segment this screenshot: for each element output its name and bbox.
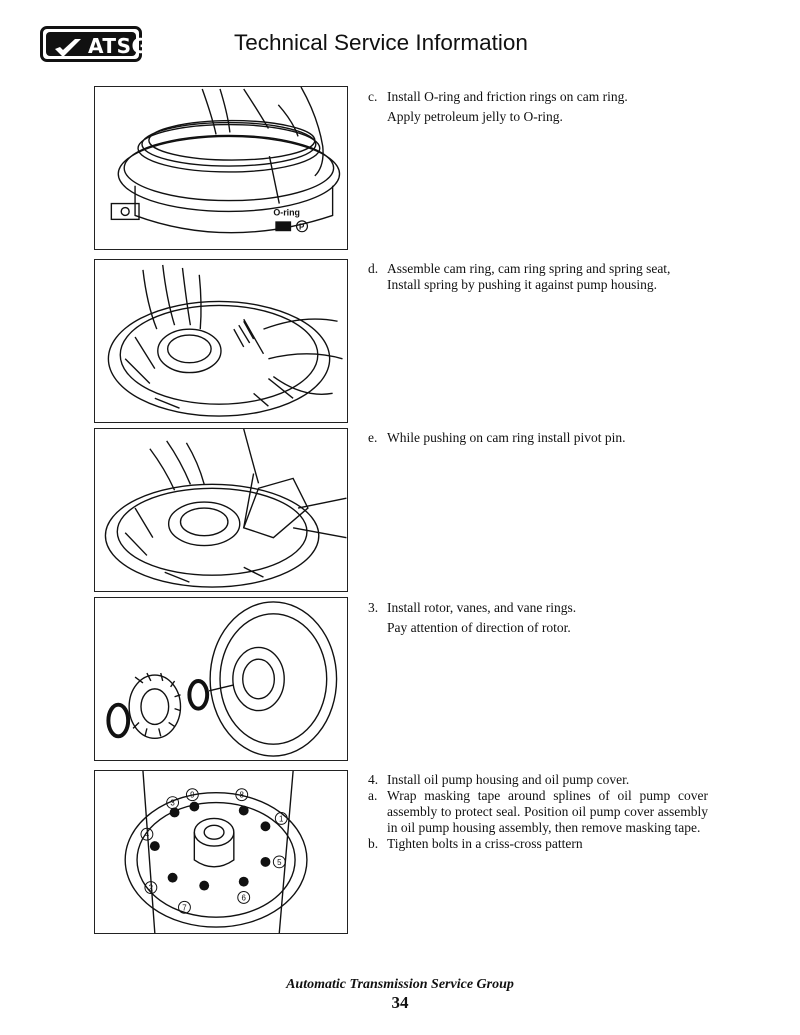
step-4: [368, 772, 708, 852]
bolt-number: 7: [182, 903, 187, 913]
figure-cam-ring-spring: [94, 259, 348, 423]
cam-ring-spring-illustration: [95, 260, 347, 422]
page-number: 34: [391, 993, 409, 1012]
step-c-line-2: Apply petroleum jelly to O-ring.: [387, 109, 563, 124]
jelly-symbol-icon: [275, 221, 291, 231]
bolt-number: 5: [277, 857, 282, 867]
atsg-logo: [40, 26, 149, 62]
logo-text: ATSG: [88, 34, 149, 58]
rotor-vanes-illustration: [95, 598, 347, 760]
bolt-number: 8: [239, 790, 244, 800]
step-c-marker: c.: [368, 89, 378, 104]
step-d-line-2: Install spring by pushing it against pump housing.: [387, 277, 657, 292]
petroleum-symbol: P: [299, 222, 305, 232]
bolt-number: 6: [241, 893, 246, 903]
o-ring-illustration: [95, 87, 347, 249]
step-3: [368, 600, 708, 636]
step-3-marker: 3.: [368, 600, 379, 615]
figure-pump-cover-bolts: [94, 770, 348, 934]
step-3-line-1: Install rotor, vanes, and vane rings.: [387, 600, 577, 615]
o-ring-label: O-ring: [273, 207, 300, 218]
step-4a-marker: a.: [368, 788, 378, 803]
step-d: [368, 261, 708, 293]
step-d-line-1: Assemble cam ring, cam ring spring and spring seat,: [387, 261, 671, 276]
step-4-text: Install oil pump housing and oil pump cover.: [387, 772, 630, 787]
bolt-number: 4: [144, 830, 150, 840]
step-4-marker: 4.: [368, 772, 379, 787]
step-4b-marker: b.: [368, 836, 379, 851]
pivot-pin-illustration: [95, 429, 347, 591]
step-c: [368, 89, 708, 125]
step-3-line-2: Pay attention of direction of rotor.: [387, 620, 571, 635]
bolt-number: 3: [170, 798, 175, 808]
logo-background: [46, 32, 149, 58]
step-d-marker: d.: [368, 261, 379, 276]
step-e-marker: e.: [368, 430, 378, 445]
step-4b-text: Tighten bolts in a criss-cross pattern: [387, 836, 583, 851]
figure-rotor-vanes: [94, 597, 348, 761]
footer-company: Automatic Transmission Service Group: [286, 977, 514, 992]
step-4a-text: Wrap masking tape around splines of oil pump cover assembly to protect seal. Position oil pump cover assembly in oil pump housing assembly, then remove masking tape.: [387, 788, 708, 835]
step-e-line-1: While pushing on cam ring install pivot pin.: [387, 430, 626, 445]
bolt-number: 1: [279, 814, 284, 824]
logo-checkmark-icon: [53, 37, 83, 59]
figure-o-ring-install: [94, 86, 348, 250]
figure-pivot-pin: [94, 428, 348, 592]
step-e: [368, 430, 708, 446]
bolt-number: 9: [190, 790, 195, 800]
bolt-number: 2: [148, 883, 154, 893]
page-title: Technical Service Information: [234, 30, 528, 55]
step-c-line-1: Install O-ring and friction rings on cam ring.: [387, 89, 628, 104]
pump-cover-illustration: [95, 771, 347, 933]
